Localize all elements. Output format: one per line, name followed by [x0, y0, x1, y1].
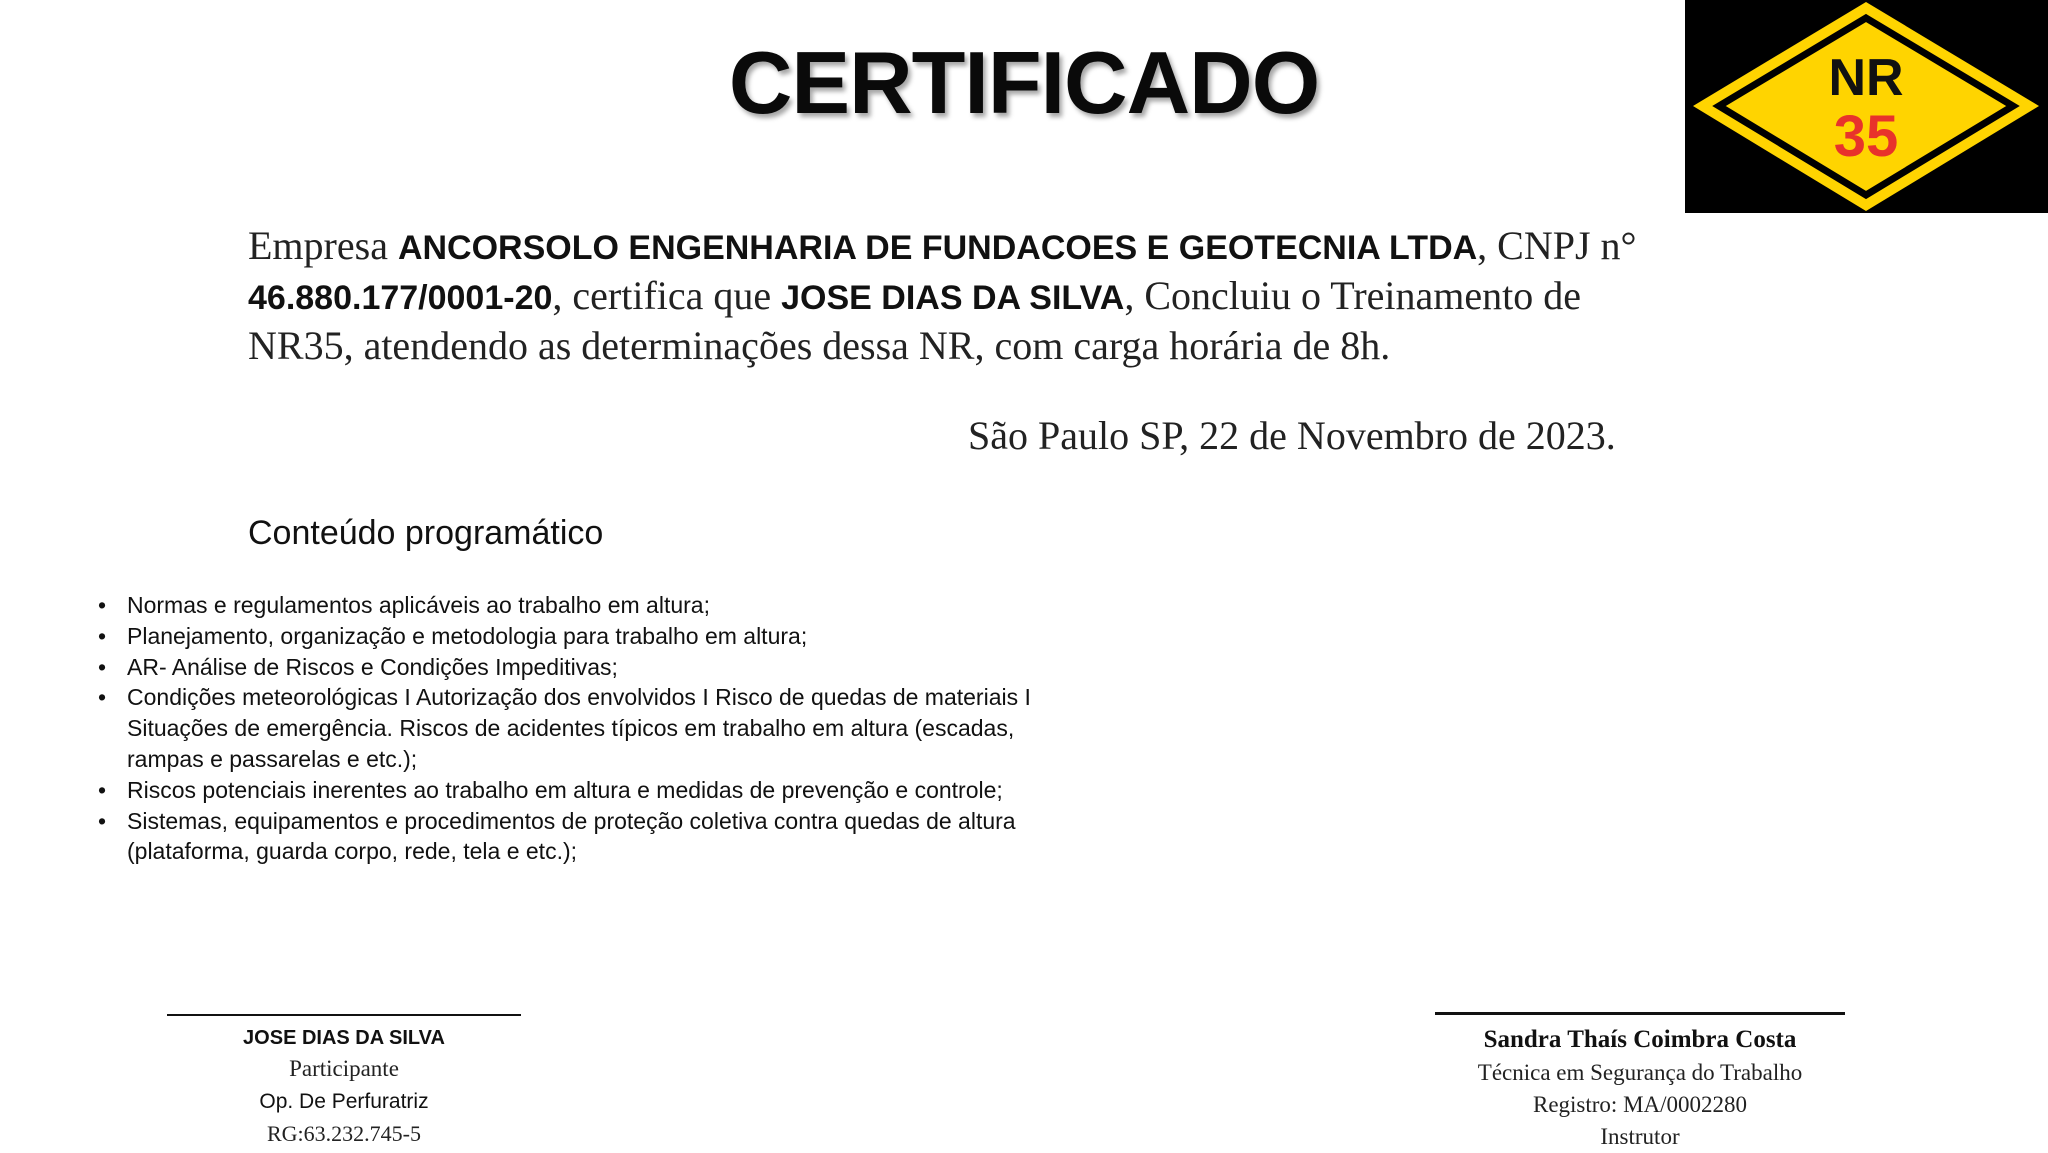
- list-item: [98, 621, 1078, 652]
- bullet-icon: •: [98, 592, 107, 618]
- instructor-role: Instrutor: [1600, 1124, 1680, 1149]
- list-item: [98, 775, 1078, 806]
- list-item-text: Normas e regulamentos aplicáveis ao trabalho em altura;: [127, 592, 710, 618]
- instructor-name: Sandra Thaís Coimbra Costa: [1483, 1026, 1797, 1053]
- badge-nr-text: NR: [1828, 49, 1904, 107]
- participant-name: JOSE DIAS DA SILVA: [781, 279, 1125, 317]
- statement-conclusion: , Concluiu o Treinamento de NR35, atendendo as determinações dessa NR, com carga horária de 8h.: [248, 273, 1581, 368]
- list-item: [98, 682, 1078, 774]
- statement-cnpj-label: , CNPJ n°: [1477, 223, 1637, 268]
- program-content-list: [98, 590, 1078, 867]
- participant-job: Op. De Perfuratriz: [259, 1090, 429, 1113]
- bullet-icon: •: [98, 807, 107, 834]
- statement-prefix: Empresa: [248, 223, 398, 268]
- statement-certifies: , certifica que: [552, 273, 782, 318]
- list-item-text: Planejamento, organização e metodologia para trabalho em altura;: [127, 622, 808, 649]
- list-item-text: AR- Análise de Riscos e Condições Impeditivas;: [127, 653, 618, 680]
- participant-signature-name: JOSE DIAS DA SILVA: [243, 1027, 445, 1049]
- signature-line: [1435, 1012, 1845, 1015]
- program-content-heading: Conteúdo programático: [248, 514, 604, 552]
- participant-signature-block: [167, 1014, 521, 1150]
- company-cnpj: 46.880.177/0001-20: [248, 279, 553, 317]
- bullet-icon: •: [98, 653, 107, 680]
- certificate-statement: [248, 222, 1668, 369]
- bullet-icon: •: [98, 776, 107, 803]
- participant-role: Participante: [289, 1056, 399, 1081]
- list-item: [98, 806, 1078, 868]
- nr35-badge-icon: [1685, 0, 2048, 213]
- place-and-date: São Paulo SP, 22 de Novembro de 2023.: [968, 413, 1616, 458]
- company-name: ANCORSOLO ENGENHARIA DE FUNDACOES E GEOTECNIA LTDA: [397, 229, 1478, 267]
- instructor-registry: Registro: MA/0002280: [1532, 1092, 1748, 1117]
- list-item-text: Riscos potenciais inerentes ao trabalho em altura e medidas de prevenção e controle;: [127, 776, 1003, 803]
- instructor-signature-block: [1420, 1012, 1860, 1153]
- signature-line: [167, 1014, 521, 1016]
- bullet-icon: •: [98, 684, 107, 711]
- list-item-text: Condições meteorológicas I Autorização dos envolvidos I Risco de quedas de materiais I Situações de emergência. Riscos de acidentes típicos em trabalho em altura (escadas, rampas e passarelas e etc.);: [127, 684, 1031, 772]
- list-item: [98, 590, 1078, 621]
- list-item: [98, 652, 1078, 683]
- bullet-icon: •: [98, 622, 107, 649]
- list-item-text: Sistemas, equipamentos e procedimentos de proteção coletiva contra quedas de altura (plataforma, guarda corpo, rede, tela e etc.);: [127, 807, 1016, 865]
- certificate-title: CERTIFICADO: [728, 33, 1320, 132]
- instructor-title: Técnica em Segurança do Trabalho: [1477, 1060, 1803, 1085]
- badge-35-text: 35: [1833, 104, 1899, 169]
- participant-rg: RG:63.232.745-5: [267, 1121, 421, 1146]
